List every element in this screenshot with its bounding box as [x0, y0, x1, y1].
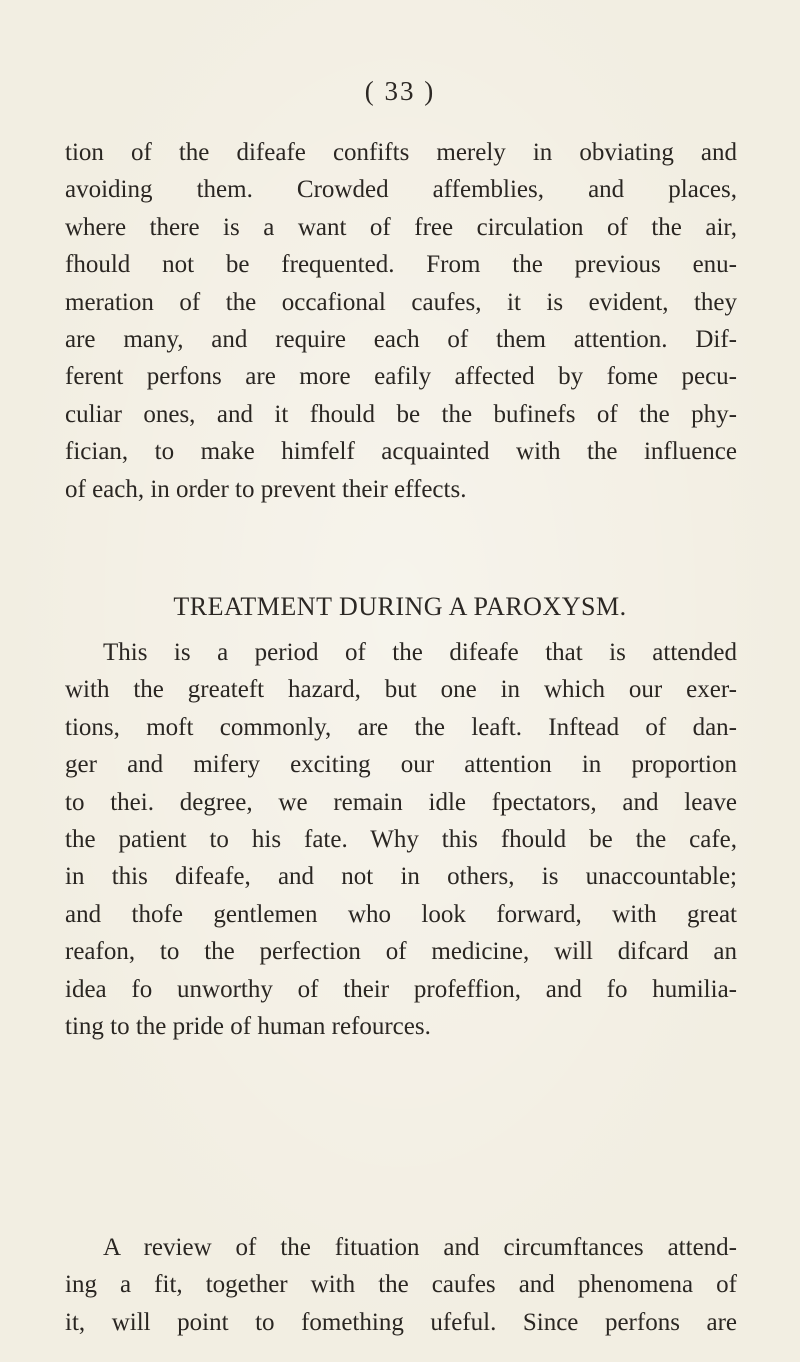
text-line: fician, to make himfelf acquainted with the influence	[65, 438, 737, 466]
text-line: fhould not be frequented. From the previous enu-	[65, 251, 737, 279]
paragraph-2	[65, 634, 737, 1045]
text-line: This is a period of the difeafe that is attended	[103, 639, 737, 666]
paragraph-1	[65, 134, 737, 508]
text-line: where there is a want of free circulation of the air,	[65, 213, 737, 241]
text-line: culiar ones, and it fhould be the bufinefs of the phy-	[65, 400, 737, 428]
text-line: reafon, to the perfection of medicine, will difcard an	[65, 938, 737, 966]
text-line: and thofe gentlemen who look forward, with great	[65, 900, 737, 928]
text-line: are many, and require each of them attention. Dif-	[65, 325, 737, 353]
text-line: in this difeafe, and not in others, is unaccountable;	[65, 863, 737, 891]
text-line: ger and mifery exciting our attention in proportion	[65, 751, 737, 779]
text-line: to thei. degree, we remain idle fpectators, and leave	[65, 788, 737, 816]
text-line: avoiding them. Crowded affemblies, and places,	[65, 176, 737, 204]
page-number: ( 33 )	[364, 76, 436, 106]
text-line: with the greateft hazard, but one in which our exer-	[65, 676, 737, 704]
text-line: ting to the pride of human refources.	[65, 1012, 431, 1040]
text-line: tion of the difeafe confifts merely in obviating and	[65, 139, 737, 166]
text-line: the patient to his fate. Why this fhould be the cafe,	[65, 825, 737, 853]
text-line: A review of the fituation and circumftances attend-	[103, 1234, 737, 1261]
text-line: it, will point to fomething ufeful. Since perfons are	[65, 1308, 737, 1336]
section-heading: TREATMENT DURING A PAROXYSM.	[173, 592, 627, 621]
text-line: idea fo unworthy of their profeffion, and fo humilia-	[65, 975, 737, 1003]
text-line: ferent perfons are more eafily affected by fome pecu-	[65, 363, 737, 391]
text-line: of each, in order to prevent their effects.	[65, 475, 467, 503]
text-line: ing a fit, together with the caufes and phenomena of	[65, 1271, 737, 1299]
text-line: meration of the occafional caufes, it is evident, they	[65, 288, 737, 316]
paragraph-3	[65, 1229, 737, 1341]
text-line: tions, moft commonly, are the leaft. Inftead of dan-	[65, 713, 737, 741]
